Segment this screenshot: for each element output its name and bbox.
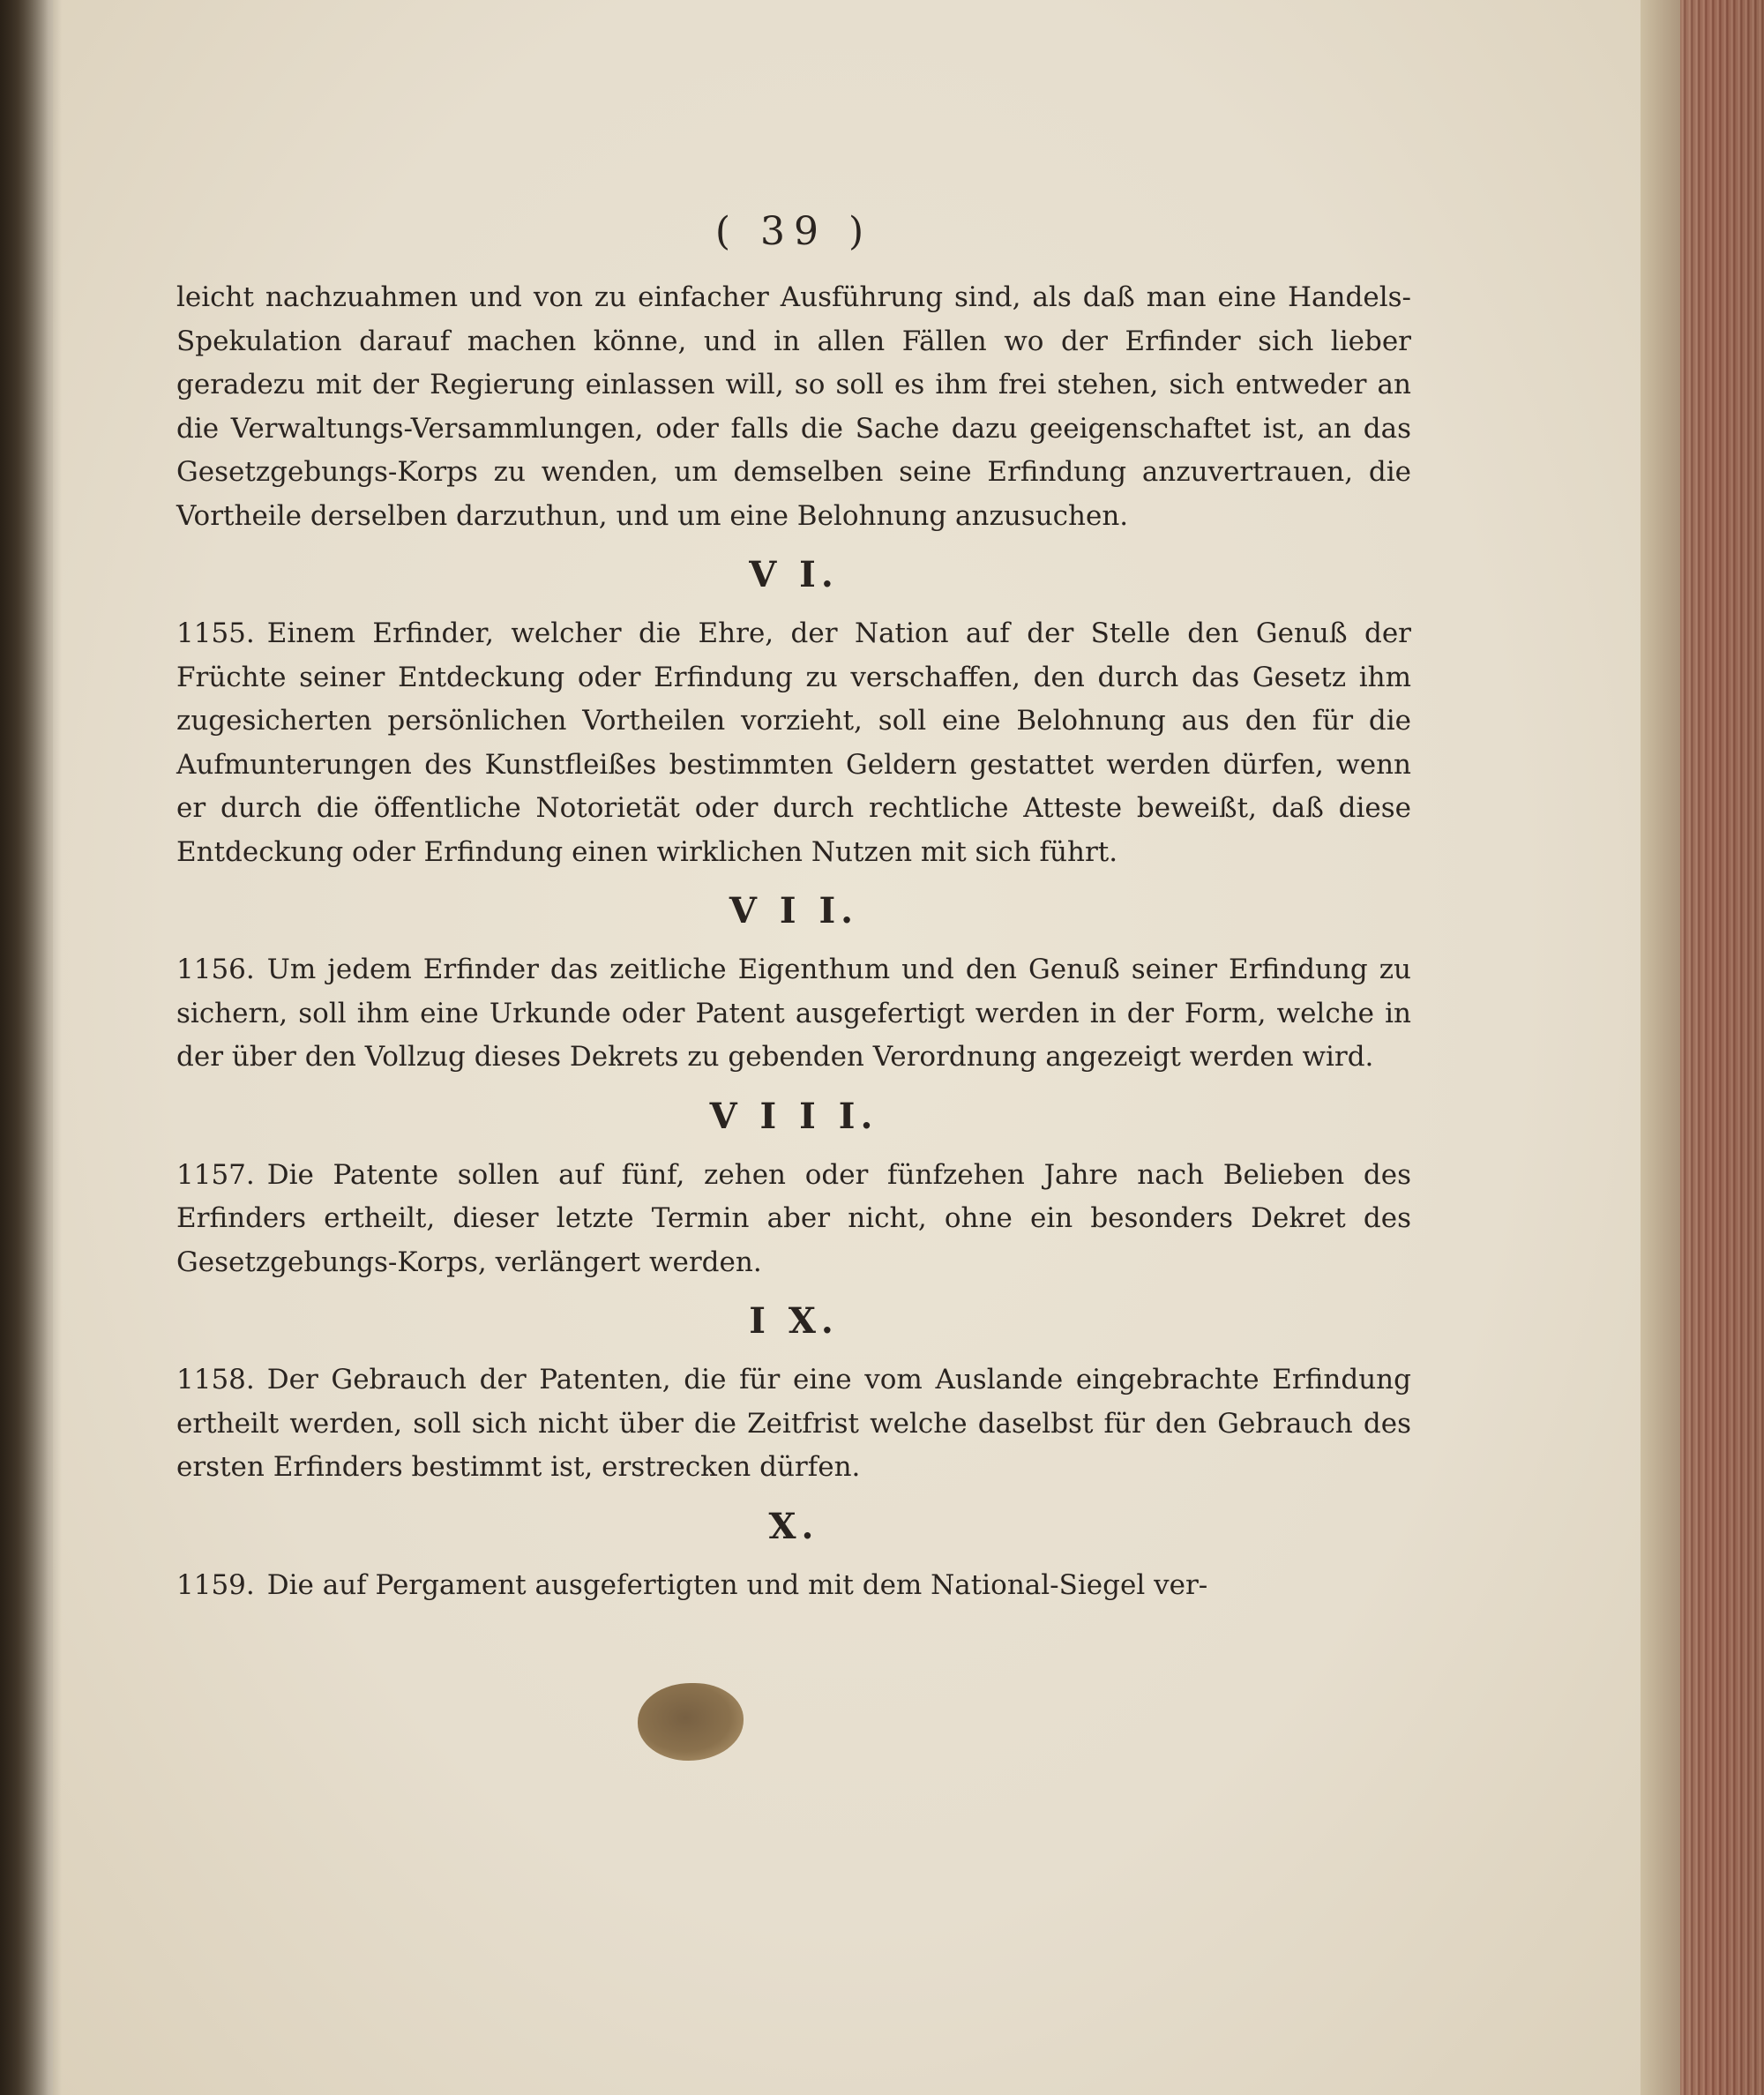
paragraph-1155 bbox=[176, 612, 1411, 874]
paragraph-text: Der Gebrauch der Patenten, die für eine vom Auslande eingebrachte Erfindung ertheilt werden, soll sich nicht über die Zeitfrist welche daselbst für den Gebrauch des ersten Erfinders bestimmt ist, erstrecken dürfen. bbox=[176, 1364, 1411, 1483]
binding-gutter-shadow bbox=[0, 0, 62, 2095]
section-heading-x: X. bbox=[768, 1505, 819, 1547]
paragraph-number: 1158. bbox=[176, 1364, 255, 1395]
section-heading-vi: V I. bbox=[749, 554, 839, 595]
page-number: ( 39 ) bbox=[714, 209, 873, 254]
intro-paragraph: leicht nachzuahmen und von zu einfacher Ausführung sind, als daß man eine Handels-Spekulation darauf machen könne, und in allen Fällen wo der Erfinder sich lieber geradezu mit der Regierung einlassen will, so soll es ihm frei stehen, sich entweder an die Verwaltungs-Versammlungen, oder falls die Sache dazu geeigenschaftet ist, an das Gesetzgebungs-Korps zu wenden, um demselben seine Erfindung anzuvertrauen, die Vortheile derselben darzuthun, und um eine Belohnung anzusuchen. bbox=[176, 281, 1411, 532]
paragraph-number: 1157. bbox=[176, 1158, 255, 1191]
section-heading-viii: V I I I. bbox=[709, 1095, 878, 1137]
page-text bbox=[176, 207, 1411, 1607]
section-heading-vii: V I I. bbox=[729, 890, 859, 932]
paragraph-number: 1159. bbox=[176, 1568, 255, 1601]
paragraph-1158 bbox=[176, 1358, 1411, 1490]
paragraph-text: Um jedem Erfinder das zeitliche Eigenthum und den Genuß seiner Erfindung zu sichern, soll ihm eine Urkunde oder Patent ausgefertigt werden in der Form, welche in der über den Vollzug dieses Dekrets zu gebenden Verordnung angezeigt werden wird. bbox=[176, 954, 1411, 1073]
page-edges bbox=[1680, 0, 1764, 2095]
paragraph-text: Die Patente sollen auf fünf, zehen oder fünfzehen Jahre nach Belieben des Erfinders ertheilt, dieser letzte Termin aber nicht, ohne ein besonders Dekret des Gesetzgebungs-Korps, verlängert werden. bbox=[176, 1158, 1411, 1278]
paragraph-1159 bbox=[176, 1564, 1411, 1608]
paragraph-number: 1156. bbox=[176, 954, 255, 985]
paragraph-1157 bbox=[176, 1154, 1411, 1285]
ink-stain bbox=[638, 1683, 744, 1761]
paragraph-1156 bbox=[176, 948, 1411, 1080]
paragraph-text: Einem Erfinder, welcher die Ehre, der Nation auf der Stelle den Genuß der Früchte seiner Entdeckung oder Erfindung zu verschaffen, den durch das Gesetz ihm zugesicherten persönlichen Vortheilen vorzieht, soll eine Belohnung aus den für die Aufmunterungen des Kunstfleißes bestimmten Geldern gestattet werden dürfen, wenn er durch die öffentliche Notorietät oder durch rechtliche Atteste beweißt, daß diese Entdeckung oder Erfindung einen wirklichen Nutzen mit sich führt. bbox=[176, 617, 1411, 868]
paragraph-text: Die auf Pergament ausgefertigten und mit dem National-Siegel ver- bbox=[266, 1568, 1208, 1601]
section-heading-ix: I X. bbox=[749, 1300, 839, 1342]
book-page bbox=[53, 0, 1641, 2095]
paragraph-number: 1155. bbox=[176, 617, 255, 649]
